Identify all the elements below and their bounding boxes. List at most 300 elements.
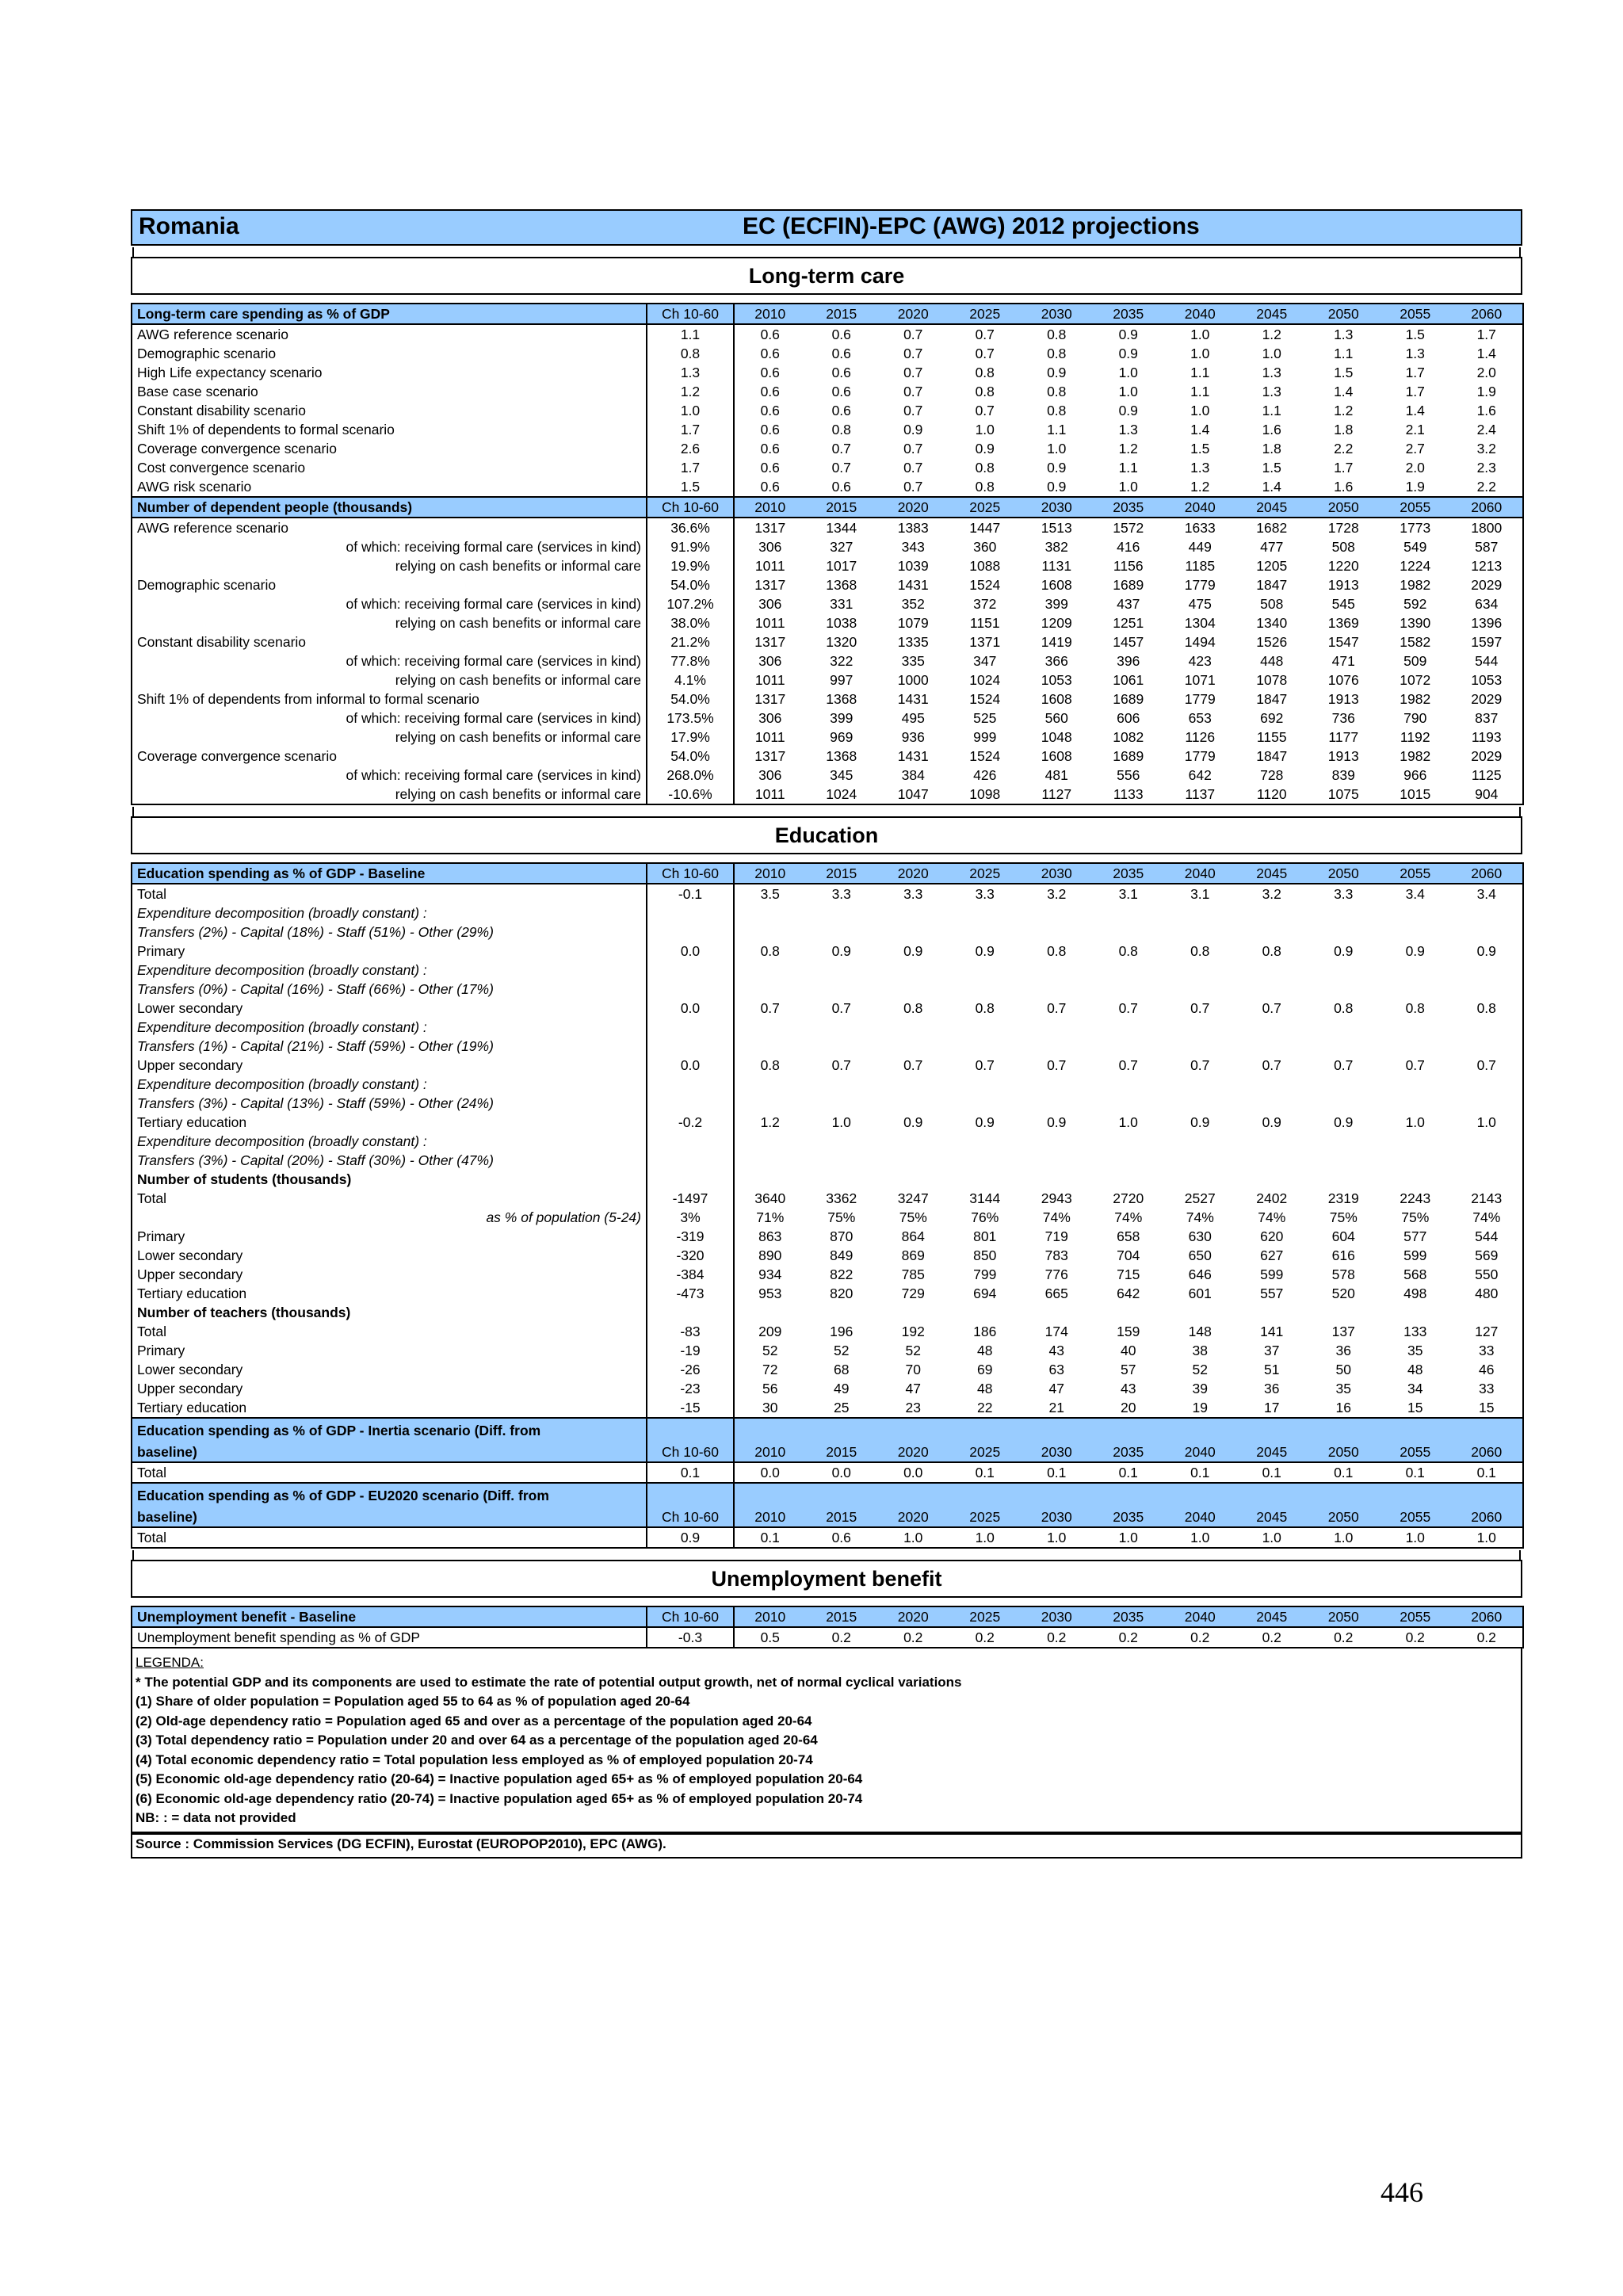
cell-value: 0.8	[831, 421, 851, 437]
cell-value	[1380, 1303, 1452, 1322]
cell-value: 0.7	[1334, 1056, 1354, 1073]
table-row	[132, 1056, 1523, 1075]
year-header: 2025	[949, 1442, 1022, 1462]
cell-value: 306	[758, 538, 782, 555]
cell-value: 1088	[969, 557, 1001, 574]
cell-value: 0.9	[1047, 364, 1067, 380]
cell-value: 480	[1451, 1284, 1523, 1303]
year-header: 2060	[1451, 863, 1523, 884]
cell-value: 864	[901, 1228, 925, 1244]
cell-value: 0.8	[1047, 942, 1067, 959]
cell-value: 1317	[754, 690, 786, 707]
table-row	[132, 1284, 1523, 1303]
cell-value: 3.4	[1405, 885, 1425, 902]
cell-value: 0.2	[1164, 1627, 1236, 1648]
cell-value: 2527	[1184, 1190, 1216, 1206]
cell-value: 75%	[1401, 1209, 1430, 1225]
cell-value: 0.9	[1262, 1114, 1281, 1130]
year-header: 2055	[1380, 497, 1452, 518]
cell-value: 448	[1260, 652, 1284, 669]
cell-value	[1308, 1170, 1380, 1189]
cell-value: 0.7	[903, 345, 923, 361]
year-header: 2020	[877, 497, 949, 518]
cell-value	[1236, 1170, 1308, 1189]
year-header: 2055	[1380, 1507, 1452, 1527]
cell-value: 75%	[827, 1209, 856, 1225]
legend-line: * The potential GDP and its components are used to estimate the rate of potential output growth, net of normal cyclical variations	[136, 1674, 962, 1690]
header-filler	[734, 1418, 806, 1442]
cell-value: 934	[758, 1266, 782, 1282]
cell-value: 634	[1451, 594, 1523, 613]
cell-value: 1075	[1308, 785, 1380, 804]
cell-value	[734, 1094, 806, 1113]
cell-value: 508	[1260, 595, 1284, 612]
table-row	[132, 1113, 1523, 1132]
cell-value: 719	[1044, 1228, 1068, 1244]
table-row	[132, 1189, 1523, 1208]
cell-value	[1236, 1037, 1308, 1056]
cell-value: 1524	[969, 747, 1001, 764]
cell-value: 1.0	[1190, 326, 1210, 342]
cell-value: 2402	[1256, 1190, 1288, 1206]
year-header: 2020	[877, 1606, 949, 1627]
cell-value: 0.2	[1380, 1627, 1452, 1648]
cell-value: 936	[901, 728, 925, 745]
cell-value	[949, 1151, 1022, 1170]
cell-value: 37	[1264, 1342, 1280, 1358]
cell-value	[806, 1018, 878, 1037]
cell-value: 0.6	[760, 326, 780, 342]
cell-value: 471	[1331, 652, 1355, 669]
cell-value: 426	[973, 766, 997, 783]
cell-value: 17.9%	[647, 728, 734, 747]
cell-value	[734, 1018, 806, 1037]
cell-value: 0.8	[760, 942, 780, 959]
row-label: Constant disability scenario	[132, 632, 647, 651]
cell-value: 0.8	[760, 1056, 780, 1073]
cell-value: 0.2	[949, 1627, 1022, 1648]
cell-value: 556	[1117, 766, 1140, 783]
cell-value: 52	[1192, 1361, 1208, 1377]
cell-value: 1982	[1400, 576, 1431, 593]
table-row	[132, 344, 1523, 363]
cell-value: 335	[901, 652, 925, 669]
cell-value	[1380, 923, 1452, 942]
row-label: Expenditure decomposition (broadly constant) :	[132, 1132, 647, 1151]
cell-value: 0.2	[1308, 1627, 1380, 1648]
cell-value: 642	[1188, 766, 1212, 783]
table-row	[132, 904, 1523, 923]
cell-value	[1380, 1132, 1452, 1151]
year-header: 2015	[806, 1606, 878, 1627]
cell-value: 0.0	[647, 999, 734, 1018]
header-filler	[1451, 1483, 1523, 1507]
cell-value: 50	[1335, 1361, 1351, 1377]
cell-value: 1.7	[1405, 364, 1425, 380]
cell-value: 173.5%	[647, 709, 734, 728]
row-label: Transfers (1%) - Capital (21%) - Staff (59%) - Other (19%)	[132, 1037, 647, 1056]
cell-value	[1380, 1151, 1452, 1170]
cell-value: 1.3	[1262, 383, 1281, 399]
header-label: Education spending as % of GDP - EU2020 scenario (Diff. from	[132, 1483, 647, 1507]
cell-value: 0.7	[1262, 1056, 1281, 1073]
cell-value: 692	[1260, 709, 1284, 726]
cell-value: 601	[1188, 1285, 1212, 1301]
cell-value: 1156	[1113, 557, 1144, 574]
cell-value: 0.2	[1093, 1627, 1165, 1648]
section-title: Long-term care	[131, 257, 1522, 295]
cell-value: 0.9	[903, 1114, 923, 1130]
table-header-row	[132, 497, 1523, 518]
cell-value: 1192	[1400, 728, 1430, 745]
table-row	[132, 923, 1523, 942]
table-row	[132, 1265, 1523, 1284]
cell-value: 40	[1121, 1342, 1136, 1358]
row-label: Transfers (0%) - Capital (16%) - Staff (66%) - Other (17%)	[132, 980, 647, 999]
cell-value: 1072	[1400, 671, 1431, 688]
year-header: Ch 10-60	[647, 497, 734, 518]
cell-value: 1209	[1041, 614, 1072, 631]
table-row	[132, 1379, 1523, 1398]
cell-value: -320	[647, 1246, 734, 1265]
cell-value: 399	[1044, 595, 1068, 612]
cell-value: 1.0	[1047, 440, 1067, 457]
cell-value: 52	[834, 1342, 850, 1358]
legend-lines	[136, 1673, 1518, 1828]
cell-value: 25	[834, 1399, 850, 1415]
cell-value: 3362	[826, 1190, 857, 1206]
cell-value: 1.1	[1190, 364, 1210, 380]
cell-value: 1608	[1041, 576, 1072, 593]
row-label: Primary	[132, 1227, 647, 1246]
header-filler	[1236, 1418, 1308, 1442]
cell-value: 1513	[1041, 519, 1072, 536]
cell-value: 1317	[754, 519, 786, 536]
cell-value	[806, 904, 878, 923]
cell-value: 1177	[1328, 728, 1359, 745]
cell-value: -473	[647, 1284, 734, 1303]
cell-value: 801	[973, 1228, 997, 1244]
cell-value	[1021, 1170, 1093, 1189]
cell-value: 0.9	[1118, 345, 1138, 361]
cell-value: 22	[977, 1399, 993, 1415]
cell-value: 0.9	[1118, 326, 1138, 342]
header-filler	[877, 1483, 949, 1507]
cell-value: 0.0	[903, 1464, 923, 1480]
cell-value: 174	[1044, 1323, 1068, 1339]
year-header: 2045	[1236, 304, 1308, 324]
table-row	[132, 1018, 1523, 1037]
cell-value: -10.6%	[647, 785, 734, 804]
cell-value: 2.1	[1405, 421, 1425, 437]
cell-value: 715	[1117, 1266, 1140, 1282]
cell-value	[1021, 1151, 1093, 1170]
year-header: 2015	[806, 497, 878, 518]
row-label: of which: receiving formal care (services in kind)	[132, 766, 647, 785]
row-label: Total	[132, 1322, 647, 1341]
cell-value: 74%	[1114, 1209, 1143, 1225]
row-label: relying on cash benefits or informal care	[132, 728, 647, 747]
cell-value: 423	[1188, 652, 1212, 669]
cell-value: 1524	[969, 576, 1001, 593]
cell-value: 550	[1451, 1265, 1523, 1284]
page-number: 446	[1381, 2176, 1423, 2208]
cell-value: 1383	[897, 519, 929, 536]
cell-value	[1164, 1132, 1236, 1151]
data-table	[131, 303, 1524, 805]
cell-value: 1.2	[1334, 402, 1354, 418]
year-header: 2025	[949, 1606, 1022, 1627]
cell-value: 1.1	[1334, 345, 1354, 361]
cell-value	[1236, 923, 1308, 942]
cell-value: 449	[1188, 538, 1212, 555]
cell-value: 54.0%	[647, 575, 734, 594]
cell-value	[806, 1037, 878, 1056]
cell-value: 1.0	[1118, 1114, 1138, 1130]
year-header: 2050	[1308, 497, 1380, 518]
cell-value: 43	[1121, 1380, 1136, 1396]
table-row	[132, 1303, 1523, 1322]
cell-value: 1.7	[647, 420, 734, 439]
cell-value: 1078	[1256, 671, 1288, 688]
cell-value: 0.7	[975, 326, 995, 342]
cell-value: 1.0	[1021, 1527, 1093, 1548]
year-header: 2035	[1093, 1606, 1165, 1627]
cell-value: -1497	[647, 1189, 734, 1208]
cell-value: 36	[1335, 1342, 1351, 1358]
cell-value: 137	[1331, 1323, 1355, 1339]
cell-value: 0.1	[1451, 1462, 1523, 1483]
table-row	[132, 1627, 1523, 1648]
cell-value: 1.3	[1405, 345, 1425, 361]
cell-value: 0.1	[1334, 1464, 1354, 1480]
cell-value: 306	[758, 652, 782, 669]
cell-value: 1847	[1256, 576, 1288, 593]
cell-value: 3.1	[1190, 885, 1210, 902]
cell-value: 1.3	[647, 363, 734, 382]
row-label: Unemployment benefit spending as % of GDP	[132, 1627, 647, 1648]
year-header: 2050	[1308, 1606, 1380, 1627]
cell-value	[806, 1170, 878, 1189]
cell-value: 1526	[1256, 633, 1288, 650]
cell-value: 159	[1117, 1323, 1140, 1339]
cell-value: 630	[1188, 1228, 1212, 1244]
header-filler	[1164, 1483, 1236, 1507]
cell-value: 1.1	[1047, 421, 1067, 437]
cell-value: 306	[758, 709, 782, 726]
cell-value	[1308, 1094, 1380, 1113]
cell-value: 1431	[897, 747, 929, 764]
cell-value: -0.2	[647, 1113, 734, 1132]
cell-value: 0.7	[1047, 999, 1067, 1016]
cell-value: 52	[905, 1342, 921, 1358]
cell-value: 0.8	[647, 344, 734, 363]
cell-value: 1317	[754, 576, 786, 593]
cell-value: 268.0%	[647, 766, 734, 785]
cell-value: 0.7	[903, 383, 923, 399]
cell-value: 71%	[756, 1209, 785, 1225]
table-row	[132, 1208, 1523, 1227]
table-row	[132, 766, 1523, 785]
cell-value	[877, 1018, 949, 1037]
cell-value: 38.0%	[647, 613, 734, 632]
row-label: High Life expectancy scenario	[132, 363, 647, 382]
cell-value: 17	[1264, 1399, 1280, 1415]
cell-value: 0.8	[975, 364, 995, 380]
header-label: Unemployment benefit - Baseline	[132, 1606, 647, 1627]
cell-value	[949, 961, 1022, 980]
cell-value	[1164, 1018, 1236, 1037]
legend-line: (4) Total economic dependency ratio = Total population less employed as % of employed population 20-74	[136, 1752, 813, 1767]
header-filler	[949, 1483, 1022, 1507]
cell-value: 642	[1117, 1285, 1140, 1301]
row-label: Base case scenario	[132, 382, 647, 401]
header-filler	[806, 1483, 878, 1507]
cell-value: 839	[1331, 766, 1355, 783]
cell-value: 1608	[1041, 747, 1072, 764]
cell-value: 1.3	[1262, 364, 1281, 380]
cell-value	[949, 1037, 1022, 1056]
year-header: 2040	[1164, 304, 1236, 324]
cell-value: 49	[834, 1380, 850, 1396]
year-header: 2035	[1093, 1442, 1165, 1462]
cell-value	[1164, 904, 1236, 923]
cell-value	[734, 1151, 806, 1170]
cell-value: 0.7	[831, 1056, 851, 1073]
cell-value: 2319	[1327, 1190, 1359, 1206]
row-label: Transfers (3%) - Capital (13%) - Staff (59%) - Other (24%)	[132, 1094, 647, 1113]
table-row	[132, 594, 1523, 613]
cell-value: 0.8	[1047, 402, 1067, 418]
cell-value: 0.7	[1405, 1056, 1425, 1073]
year-header: Ch 10-60	[647, 304, 734, 324]
cell-value: 0.7	[831, 999, 851, 1016]
cell-value: 1220	[1327, 557, 1359, 574]
cell-value: 19.9%	[647, 556, 734, 575]
cell-value	[1093, 1151, 1165, 1170]
cell-value: 1082	[1113, 728, 1144, 745]
data-table	[131, 1606, 1524, 1648]
legend-line: (2) Old-age dependency ratio = Population aged 65 and over as a percentage of the population aged 20-64	[136, 1713, 812, 1729]
table-row	[132, 747, 1523, 766]
cell-value	[1236, 1303, 1308, 1322]
year-header: 2040	[1164, 1442, 1236, 1462]
year-header: 2015	[806, 1507, 878, 1527]
row-label: Cost convergence scenario	[132, 458, 647, 477]
cell-value: -15	[647, 1398, 734, 1418]
cell-value: 1185	[1185, 557, 1216, 574]
cell-value	[1164, 1094, 1236, 1113]
year-header: 2010	[734, 1442, 806, 1462]
cell-value: 0.0	[647, 1056, 734, 1075]
cell-value	[1164, 1075, 1236, 1094]
cell-value: 1457	[1113, 633, 1144, 650]
cell-value: 694	[973, 1285, 997, 1301]
cell-value: 1689	[1113, 576, 1144, 593]
cell-value: 306	[758, 595, 782, 612]
cell-value: 1494	[1184, 633, 1216, 650]
row-label: Primary	[132, 1341, 647, 1360]
cell-value	[877, 904, 949, 923]
cell-value	[734, 1303, 806, 1322]
cell-value: 0.8	[1262, 942, 1281, 959]
cell-value: 1011	[754, 614, 785, 631]
table-row	[132, 477, 1523, 497]
cell-value: 2.2	[1451, 477, 1523, 497]
row-label: Shift 1% of dependents to formal scenario	[132, 420, 647, 439]
cell-value: 1193	[1451, 728, 1523, 747]
cell-value: 352	[901, 595, 925, 612]
cell-value: 0.8	[1047, 345, 1067, 361]
cell-value: 1597	[1451, 632, 1523, 651]
year-header: 2045	[1236, 1507, 1308, 1527]
header-filler	[1451, 1418, 1523, 1442]
table-row	[132, 942, 1523, 961]
cell-value: 74%	[1186, 1209, 1214, 1225]
cell-value: 646	[1188, 1266, 1212, 1282]
cell-value: 569	[1451, 1246, 1523, 1265]
cell-value	[647, 904, 734, 923]
cell-value: 1368	[826, 747, 857, 764]
cell-value: 0.2	[877, 1627, 949, 1648]
cell-value: 0.1	[975, 1464, 995, 1480]
cell-value: 1.0	[1118, 383, 1138, 399]
cell-value: 3.2	[1262, 885, 1281, 902]
cell-value	[1380, 1170, 1452, 1189]
cell-value: 399	[830, 709, 854, 726]
cell-value: 863	[758, 1228, 782, 1244]
cell-value: 0.7	[903, 459, 923, 476]
year-header: 2020	[877, 863, 949, 884]
year-header: 2010	[734, 304, 806, 324]
header-label: baseline)	[132, 1442, 647, 1462]
cell-value: 0.0	[831, 1464, 851, 1480]
cell-value: 0.2	[806, 1627, 878, 1648]
cell-value: 969	[830, 728, 854, 745]
year-header: 2035	[1093, 497, 1165, 518]
cell-value: 1.0	[1118, 364, 1138, 380]
cell-value: 0.8	[975, 383, 995, 399]
cell-value: 52	[762, 1342, 778, 1358]
cell-value: 1.0	[1451, 1527, 1523, 1548]
cell-value: 0.7	[760, 999, 780, 1016]
cell-value: 0.0	[647, 942, 734, 961]
cell-value: 30	[762, 1399, 778, 1415]
cell-value	[1308, 904, 1380, 923]
legend-line: (5) Economic old-age dependency ratio (20-64) = Inactive population aged 65+ as % of employed population 20-64	[136, 1771, 863, 1786]
cell-value	[1308, 980, 1380, 999]
cell-value: 1847	[1256, 690, 1288, 707]
cell-value: 0.9	[903, 942, 923, 959]
cell-value: 849	[830, 1247, 854, 1263]
cell-value: 1.1	[1118, 459, 1138, 476]
cell-value: 0.8	[903, 999, 923, 1016]
table-row	[132, 651, 1523, 670]
cell-value: 1396	[1451, 613, 1523, 632]
cell-value: 1.9	[1405, 478, 1425, 495]
cell-value: 704	[1117, 1247, 1140, 1263]
cell-value: 1682	[1256, 519, 1288, 536]
cell-value: 0.7	[975, 345, 995, 361]
source-note: Source : Commission Services (DG ECFIN), Eurostat (EUROPOP2010), EPC (AWG).	[131, 1833, 1522, 1859]
cell-value	[1236, 1075, 1308, 1094]
cell-value: -0.3	[647, 1627, 734, 1648]
row-label: Expenditure decomposition (broadly constant) :	[132, 961, 647, 980]
cell-value: 2029	[1451, 747, 1523, 766]
cell-value	[1308, 1037, 1380, 1056]
cell-value: 36.6%	[647, 518, 734, 537]
cell-value: 0.0	[760, 1464, 780, 1480]
